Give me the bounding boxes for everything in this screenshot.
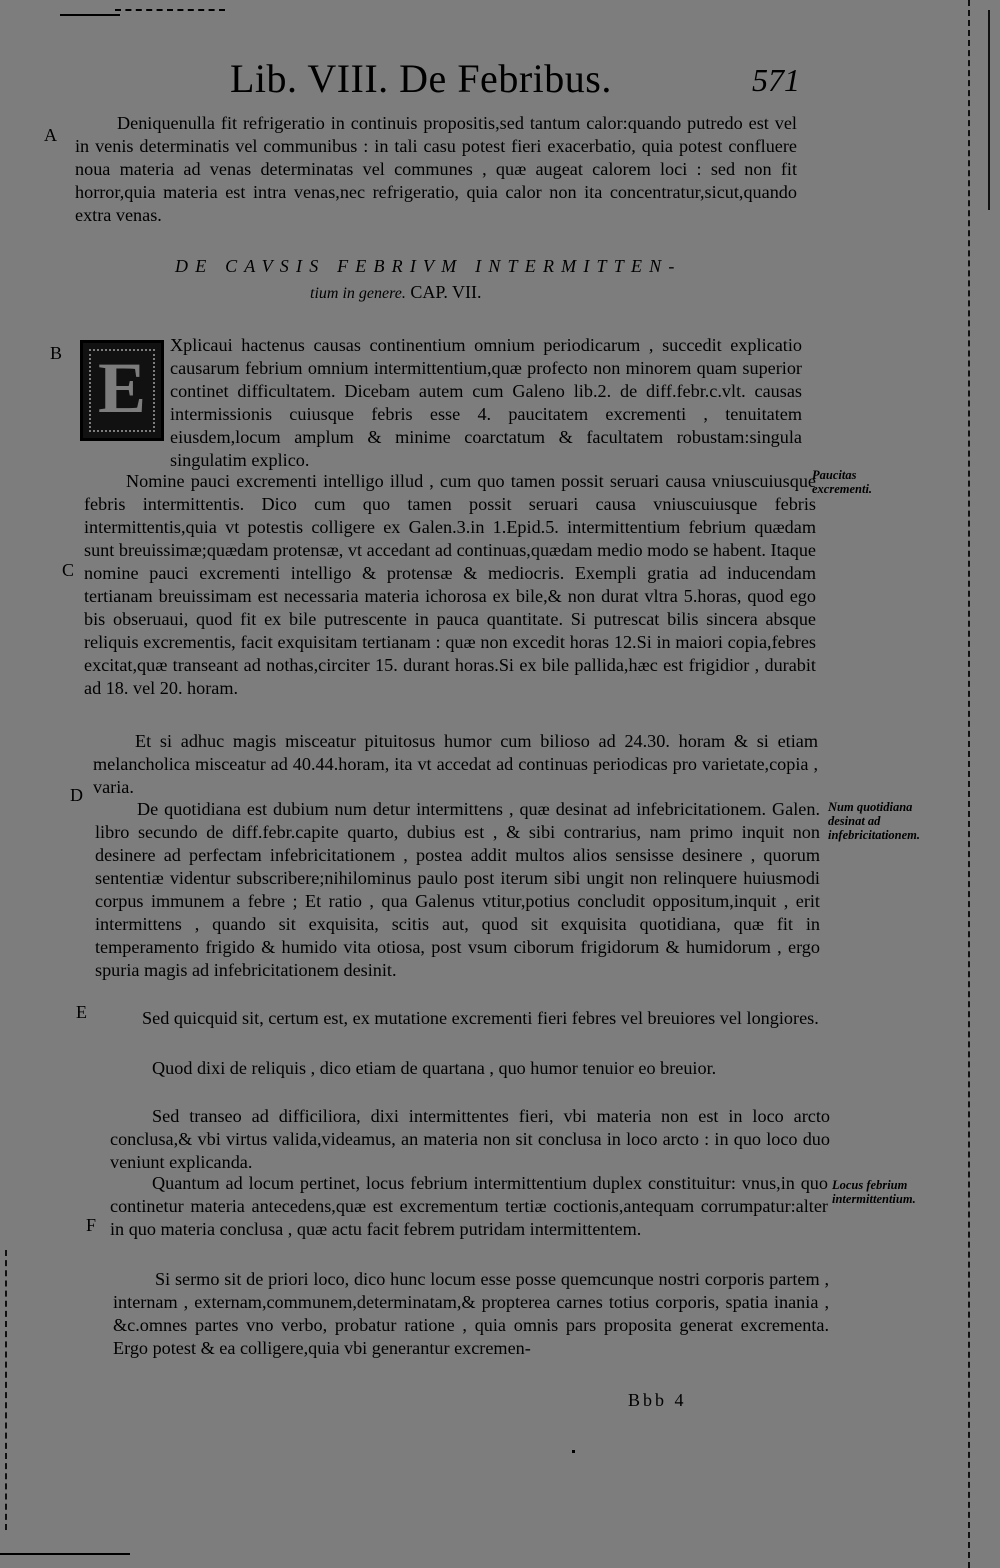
paragraph-text: Sed transeo ad difficiliora, dixi intermittentes fieri, vbi materia non est in loco arcto conclusa,& vbi virtus valida,videamus, an materia non sit conclusa in loco arcto : in quo loco duo veniunt explicanda.	[110, 1106, 830, 1172]
page-number: 571	[752, 62, 800, 98]
stray-mark	[572, 1450, 575, 1453]
chapter-title-line1: DE CAVSIS FEBRIVM INTERMITTEN-	[175, 256, 682, 276]
paragraph-text: Xplicaui hactenus causas continentium omnium periodicarum , succedit explicatio causarum febrium omnium intermittentium,quæ profecto non minorem quam superior continet difficultatem. Dicebam autem cum Galeno lib.2. de diff.febr.c.vlt. causas intermissionis cuiusque febris esse 4. paucitatem excrementi , tenuitatem eiusdem,locum amplum & minime coarctatum & facultatem robustam:singula singulatim explico.	[170, 335, 802, 470]
margin-note-quotidiana: Num quotidiana desinat ad infebricitationem.	[828, 800, 921, 842]
paragraph-text: Quod dixi de reliquis , dico etiam de quartana , quo humor tenuior eo breuior.	[152, 1058, 717, 1078]
right-edge-rule	[968, 0, 970, 1568]
chapter-title-italic: tium in genere.	[310, 285, 406, 302]
paragraph-quod-dixi	[110, 1057, 830, 1080]
running-head: Lib. VIII. De Febribus.	[230, 56, 612, 101]
margin-marker-f: F	[86, 1215, 97, 1235]
paragraph-explicaui	[170, 334, 802, 472]
margin-marker-d: D	[70, 785, 83, 805]
paragraph-text: Si sermo sit de priori loco, dico hunc locum esse posse quemcunque nostri corporis partem , internam , externam,communem,determinatam,& propterea carnes totius corporis, spatia inania , &c.omnes partes vno verbo, probatur ratione , quia omnis pars proposita generat excrementa. Ergo potest & ea colligere,quia vbi generantur excremen-	[113, 1269, 829, 1358]
paragraph-quantum	[110, 1172, 828, 1241]
paragraph-si-sermo	[113, 1268, 829, 1360]
margin-marker-b: B	[50, 343, 63, 363]
paragraph-text: Deniquenulla fit refrigeratio in continuis propositis,sed tantum calor:quando putredo est vel in venis determinatis vel communibus : in tali casu potest fieri exacerbatio, quia potest confluere noua materia ad venas determinatas vel communes , quæ augeat calorem loci : sed non fit horror,quia materia est intra venas,nec refrigeratio, quia calor non ita concentratur,sicut,quando extra venas.	[75, 113, 797, 225]
paragraph-quotidiana	[95, 798, 820, 982]
top-rule	[60, 14, 120, 16]
right-edge-rule-2	[988, 10, 990, 210]
dropcap-letter: E	[97, 348, 147, 428]
paragraph-denique	[75, 112, 797, 227]
margin-marker-c: C	[62, 560, 75, 580]
chapter-title-line2	[310, 282, 482, 303]
margin-marker-a: A	[44, 125, 57, 145]
paragraph-text: Nomine pauci excrementi intelligo illud , cum quo tamen possit seruari causa vniuscuiusque febris intermittentis. Dico cum quo tamen possit seruari causa vniuscuiusque febris intermittentis,quia vt potestis colligere ex Galen.3.in 1.Epid.5. intermittentium febrium quædam sunt breuissimæ;quædam protensæ, vt accedant ad continuas,quædam medio modo se habent. Itaque nomine pauci excrementi intelligo & protensæ & mediocris. Exempli gratia ad inducendam tertianam breuissimam est necessaria materia ichorosa ex bile,& non durat vltra 5.horas, quod ego bis obseruaui, quod fit ex bile putrescente in pauca quantitate. Si putrescat bilis sincera absque reliquis excrementis, facit exquisitam tertianam : quæ non excedit horas 12.Si in maiori copia,febres excitat,quæ transeant ad nothas,circiter 15. durant horas.Si ex bile pallida,hæc est frigidior , durabit ad 18. vel 20. horam.	[84, 471, 816, 698]
paragraph-text: Et si adhuc magis misceatur pituitosus humor cum bilioso ad 24.30. horam & si etiam melancholica misceatur ad 40.44.horam, ita vt accedat ad continuas periodicas pro varietate,copia , varia.	[93, 731, 818, 797]
paragraph-text: Sed quicquid sit, certum est, ex mutatione excrementi fieri febres vel breuiores vel longiores.	[142, 1008, 819, 1028]
paragraph-etsi	[93, 730, 818, 799]
ornamental-dropcap	[80, 340, 164, 441]
paragraph-nomine	[84, 470, 816, 700]
bottom-rule	[0, 1553, 130, 1555]
paragraph-text: De quotidiana est dubium num detur intermittens , quæ desinat ad infebricitationem. Galen. libro secundo de diff.febr.capite quarto, dubius est , & sibi contrarius, nam primo inquit non desinere ad perfectam infebricitationem , postea addit multos alios sensisse desinere , quorum sententiæ videntur subscribere;nihilominus paulo post iterum sibi ungit non relinquere huiusmodi corpus immunem a febre ; Et ratio , qua Galenus vtitur,potius concludit oppositum,inquit , erit intermittens , quando sit exquisita, scitis aut, quod sit exquisita quotidiana, quæ fit in temperamento frigido & humido vita otiosa, post vsum ciborum frigidorum & humidorum , ergo spuria magis ad infebricitationem desinit.	[95, 799, 820, 980]
paragraph-text: Quantum ad locum pertinet, locus febrium intermittentium duplex constituitur: vnus,in quo continetur materia antecedens,quæ est excrementum tertiæ coctionis,antequam corrumpatur:alter in quo materia conclusa , quæ actu facit febrem putridam intermittentem.	[110, 1173, 828, 1239]
paragraph-sed-transeo	[110, 1105, 830, 1174]
left-edge-rule	[5, 1250, 7, 1530]
margin-marker-e: E	[76, 1002, 87, 1022]
margin-note-paucitas: Paucitas excrementi.	[812, 468, 873, 496]
top-dashed-rule	[115, 9, 225, 11]
chapter-number: CAP. VII.	[410, 282, 482, 302]
signature-mark: Bbb 4	[628, 1390, 687, 1410]
margin-note-locus: Locus febrium intermittentium.	[832, 1178, 916, 1206]
paragraph-sed-quicquid	[100, 1007, 826, 1030]
